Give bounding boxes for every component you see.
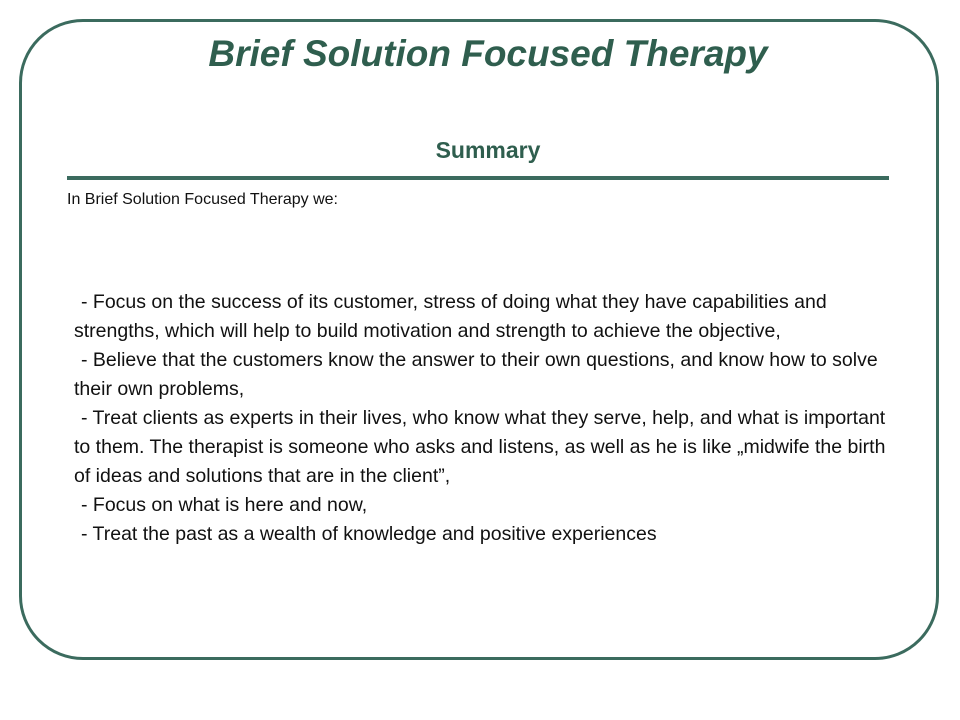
point-item: - Believe that the customers know the answer to their own questions, and know how to solve their own problems, [74,349,878,400]
slide-title: Brief Solution Focused Therapy [208,33,768,74]
slide-subtitle: Summary [435,137,541,163]
point-item: - Treat clients as experts in their lives, who know what they serve, help, and what is important to them. The therapist is someone who asks and listens, as well as he is like „midwife the birth of ideas and solutions that are in the client”, [74,407,886,487]
point-item: - Treat the past as a wealth of knowledge and positive experiences [81,523,657,545]
points-list [74,288,904,549]
title-divider [67,176,889,180]
point-item: - Focus on what is here and now, [81,494,368,516]
intro-text: In Brief Solution Focused Therapy we: [67,191,338,208]
point-item: - Focus on the success of its customer, stress of doing what they have capabilities and strengths, which will help to build motivation and strength to achieve the objective, [74,291,827,342]
